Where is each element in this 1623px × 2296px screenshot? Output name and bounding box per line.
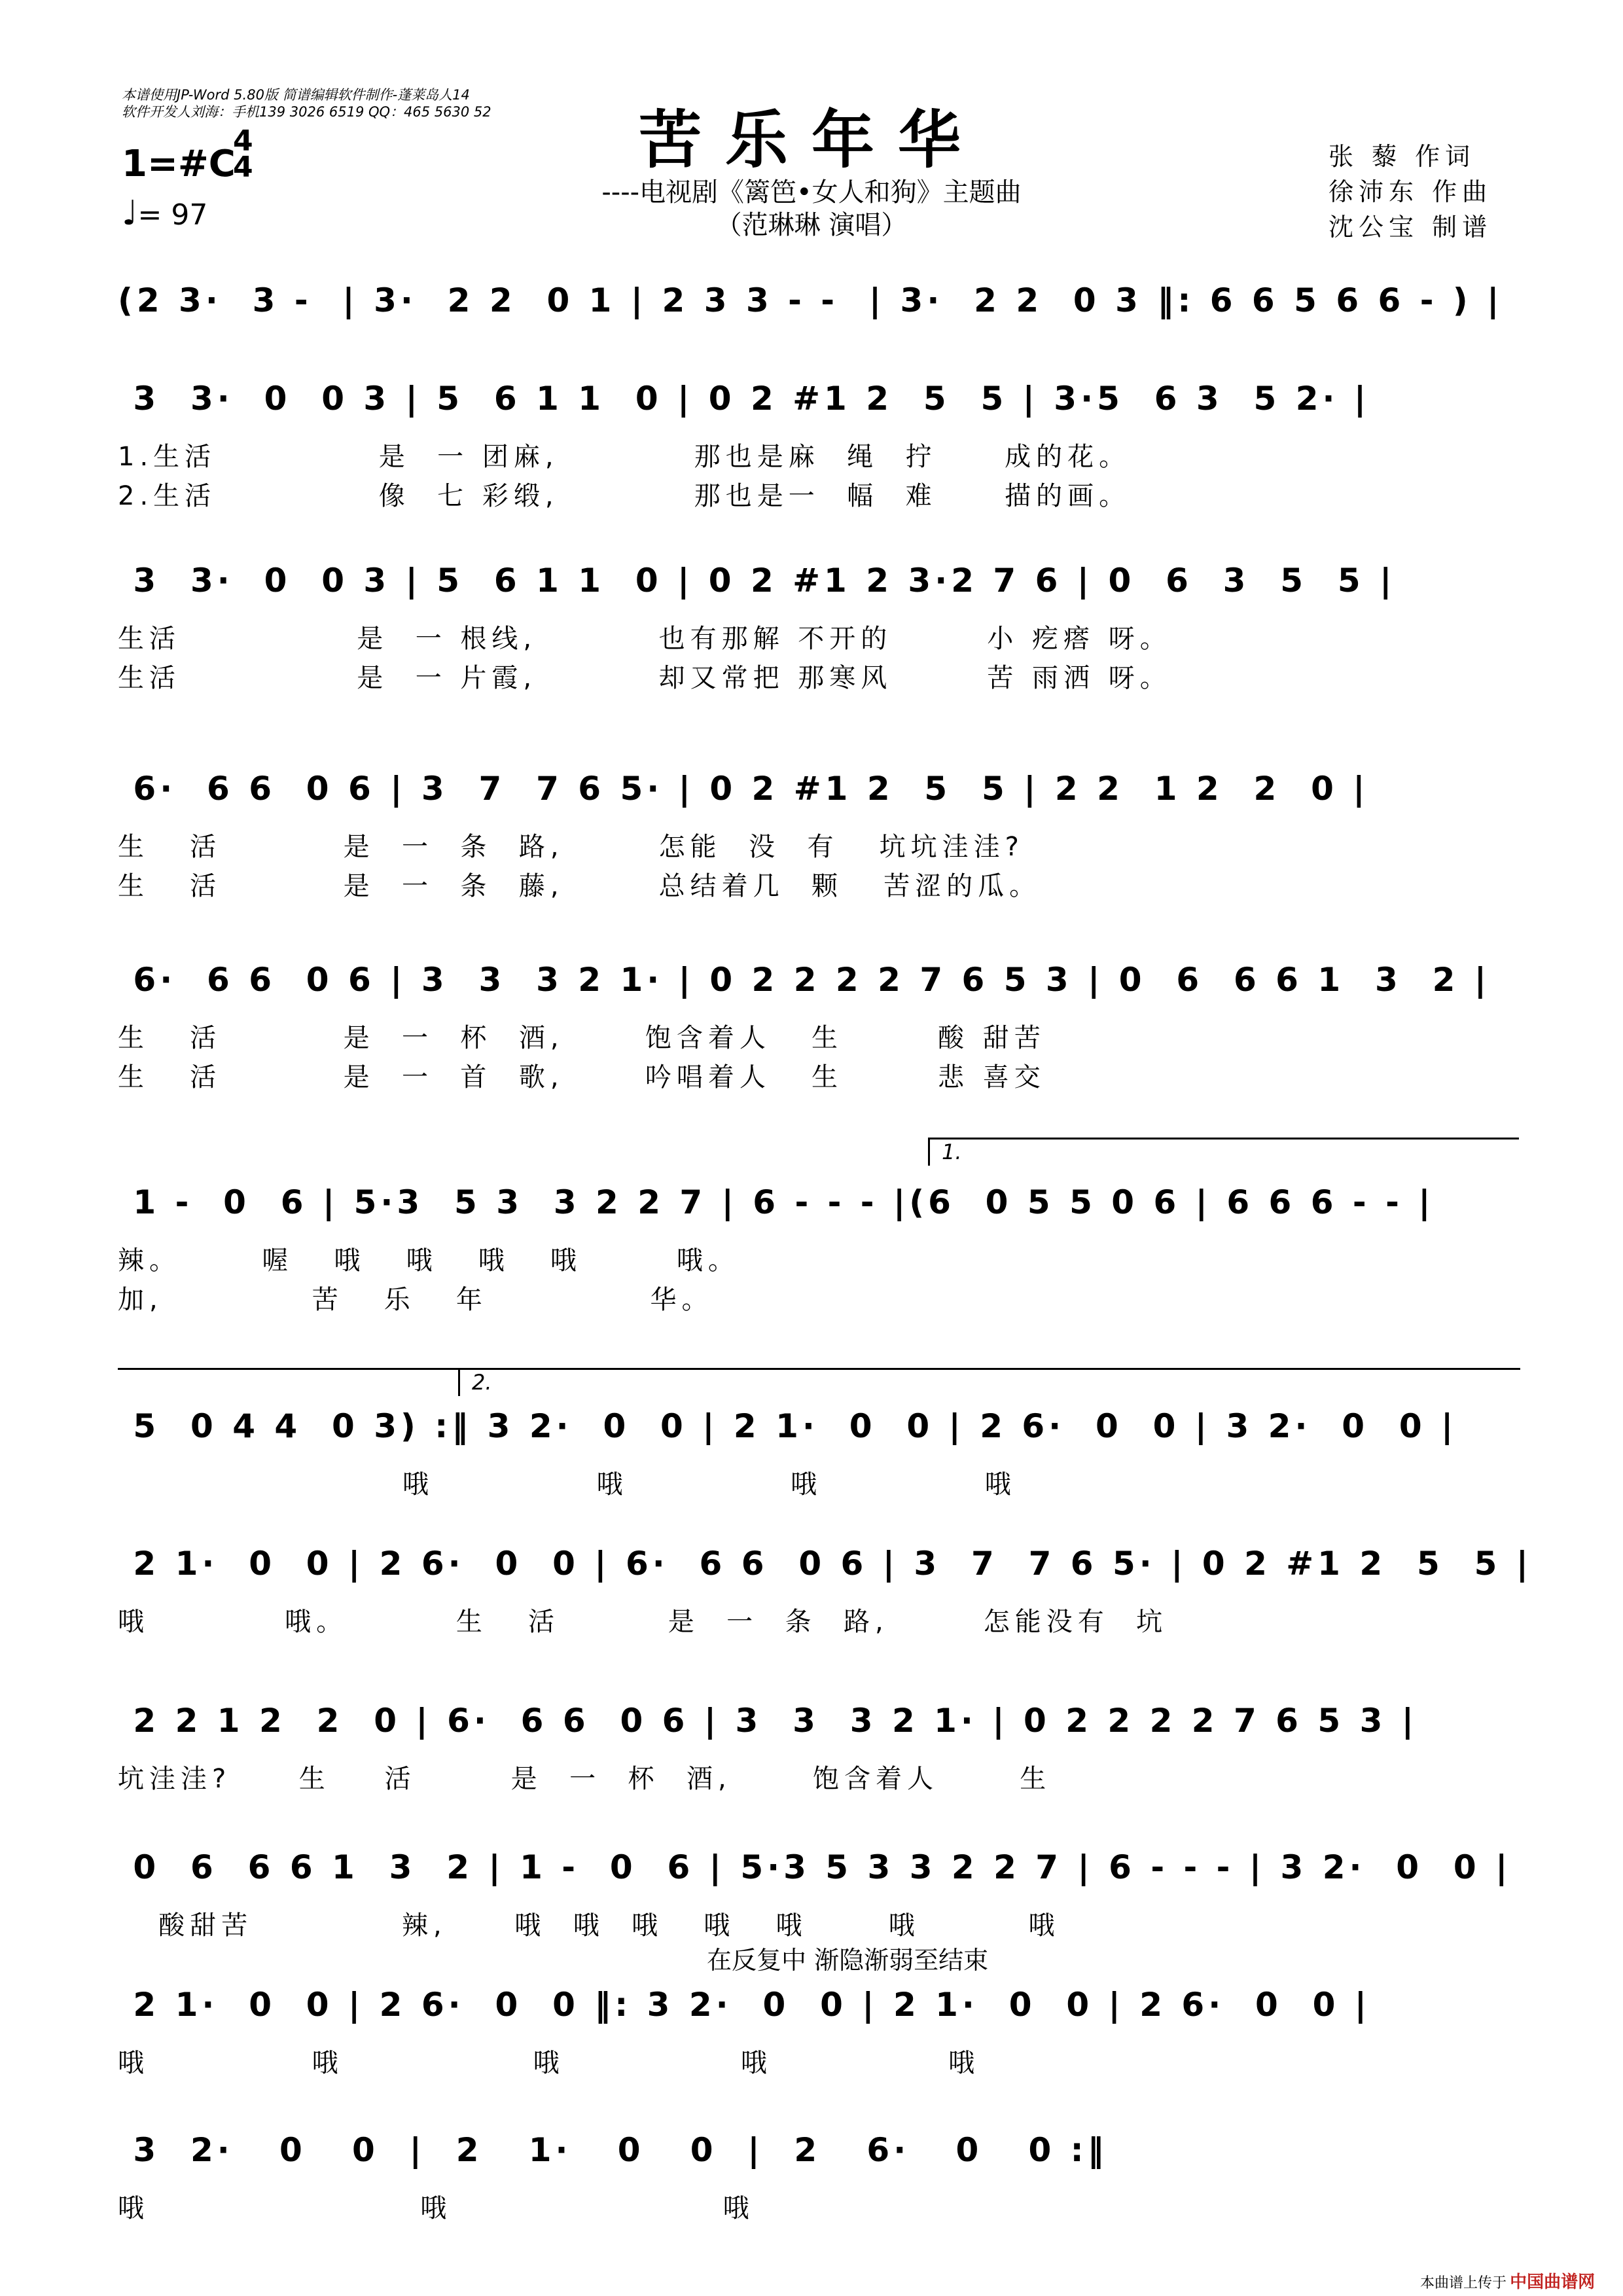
site-logo: 中国曲谱网 xyxy=(1510,2272,1596,2292)
arranger-credit: 沈公宝 制谱 xyxy=(1329,213,1493,242)
fade-instruction: 在反复中 渐隐渐弱至结束 xyxy=(707,1946,989,1975)
time-signature-top: 4 xyxy=(233,124,253,158)
song-title: 苦乐年华 xyxy=(639,103,984,177)
lyric-verse-2: 加, 苦 乐 年 华。 xyxy=(118,1285,713,1315)
notation-line: 6· 6 6 0 6 | 3 7 7 6 5· | 0 2 #1 2 5 5 | 2 2 1 2 2 0 | xyxy=(118,770,1369,808)
lyric-verse-2: 生 活 是 一 首 歌, 吟唱着人 生 悲 喜交 xyxy=(118,1062,1046,1092)
singer-credit: （范琳琳 演唱） xyxy=(715,210,908,240)
notation-line: 5 0 4 4 0 3) :‖ 3 2· 0 0 | 2 1· 0 0 | 2 6· 0 0 | 3 2· 0 0 | xyxy=(118,1407,1457,1445)
lyric-line: 坑洼洼? 生 活 是 一 杯 酒, 饱含着人 生 xyxy=(118,1764,1052,1794)
notation-line: (2 3· 3 - | 3· 2 2 0 1 | 2 3 3 - - | 3· 2 2 0 3 ‖: 6 6 5 6 6 - ) | xyxy=(118,281,1503,319)
software-credit-line-2: 软件开发人刘海：手机139 3026 6519 QQ：465 5630 52 xyxy=(122,104,491,120)
volta-bracket-1 xyxy=(928,1138,1519,1166)
footer-watermark xyxy=(1420,2269,1595,2293)
lyric-verse-2: 生 活 是 一 条 藤, 总结着几 颗 苦涩的瓜。 xyxy=(118,871,1041,901)
time-signature xyxy=(233,124,253,184)
notation-line: 1 - 0 6 | 5·3 5 3 3 2 2 7 | 6 - - - |(6 0 5 5 0 6 | 6 6 6 - - | xyxy=(118,1183,1435,1221)
lyric-line: 哦 哦 哦 哦 xyxy=(118,1469,1016,1499)
composer-credit: 徐沛东 作曲 xyxy=(1329,177,1493,206)
lyric-verse-1: 生活 是 一 根线, 也有那解 不开的 小 疙瘩 呀。 xyxy=(118,624,1171,654)
lyric-verse-1: 生 活 是 一 杯 酒, 饱含着人 生 酸 甜苦 xyxy=(118,1023,1046,1053)
lyric-verse-1: 辣。 喔 哦 哦 哦 哦 哦。 xyxy=(118,1246,740,1276)
footer-upload-text: 本曲谱上传于 xyxy=(1420,2275,1507,2291)
tempo-value: = 97 xyxy=(137,198,208,232)
time-signature-bottom: 4 xyxy=(233,151,253,184)
software-credit-line-1: 本谱使用JP-Word 5.80版 简谱编辑软件制作-蓬莱岛人14 xyxy=(122,87,470,103)
volta-2-label: 2. xyxy=(472,1370,492,1395)
notation-line: 2 2 1 2 2 0 | 6· 6 6 0 6 | 3 3 3 2 1· | 0 2 2 2 2 7 6 5 3 | xyxy=(118,1702,1418,1740)
notation-line: 3 3· 0 0 3 | 5 6 1 1 0 | 0 2 #1 2 5 5 | 3·5 6 3 5 2· | xyxy=(118,380,1370,418)
notation-line: 3 2· 0 0 | 2 1· 0 0 | 2 6· 0 0 :‖ xyxy=(118,2131,1108,2169)
lyric-line: 酸甜苦 辣, 哦 哦 哦 哦 哦 哦 哦 xyxy=(118,1910,1060,1941)
notation-line: 3 3· 0 0 3 | 5 6 1 1 0 | 0 2 #1 2 3·2 7 6 | 0 6 3 5 5 | xyxy=(118,562,1396,600)
tempo-marking xyxy=(122,194,207,233)
lyric-line: 哦 哦 哦 哦 哦 xyxy=(118,2048,980,2078)
lyric-line: 哦 哦。 生 活 是 一 条 路, 怎能没有 坑 xyxy=(118,1607,1168,1637)
lyricist-credit: 张 藜 作词 xyxy=(1329,142,1476,171)
lyric-verse-2: 2.生活 像 七 彩缎, 那也是一 幅 难 描的画。 xyxy=(118,481,1131,511)
volta-1-label: 1. xyxy=(942,1139,962,1164)
volta-1-continuation xyxy=(118,1368,458,1370)
notation-line: 6· 6 6 0 6 | 3 3 3 2 1· | 0 2 2 2 2 7 6 5 3 | 0 6 6 6 1 3 2 | xyxy=(118,961,1491,999)
notation-line: 2 1· 0 0 | 2 6· 0 0 ‖: 3 2· 0 0 | 2 1· 0 0 | 2 6· 0 0 | xyxy=(118,1986,1371,2024)
lyric-line: 哦 哦 哦 xyxy=(118,2193,755,2223)
lyric-verse-1: 生 活 是 一 条 路, 怎能 没 有 坑坑洼洼? xyxy=(118,832,1024,862)
key-signature: 1=#C xyxy=(122,143,236,185)
quarter-note-icon: ♩ xyxy=(122,194,138,233)
notation-line: 0 6 6 6 1 3 2 | 1 - 0 6 | 5·3 5 3 3 2 2 7 | 6 - - - | 3 2· 0 0 | xyxy=(118,1848,1512,1886)
lyric-verse-2: 生活 是 一 片霞, 却又常把 那寒风 苦 雨洒 呀。 xyxy=(118,663,1171,693)
lyric-verse-1: 1.生活 是 一 团麻, 那也是麻 绳 拧 成的花。 xyxy=(118,442,1131,472)
song-subtitle: ----电视剧《篱笆•女人和狗》主题曲 xyxy=(601,177,1022,207)
volta-bracket-2 xyxy=(458,1368,1520,1396)
notation-line: 2 1· 0 0 | 2 6· 0 0 | 6· 6 6 0 6 | 3 7 7 6 5· | 0 2 #1 2 5 5 | xyxy=(118,1545,1533,1583)
